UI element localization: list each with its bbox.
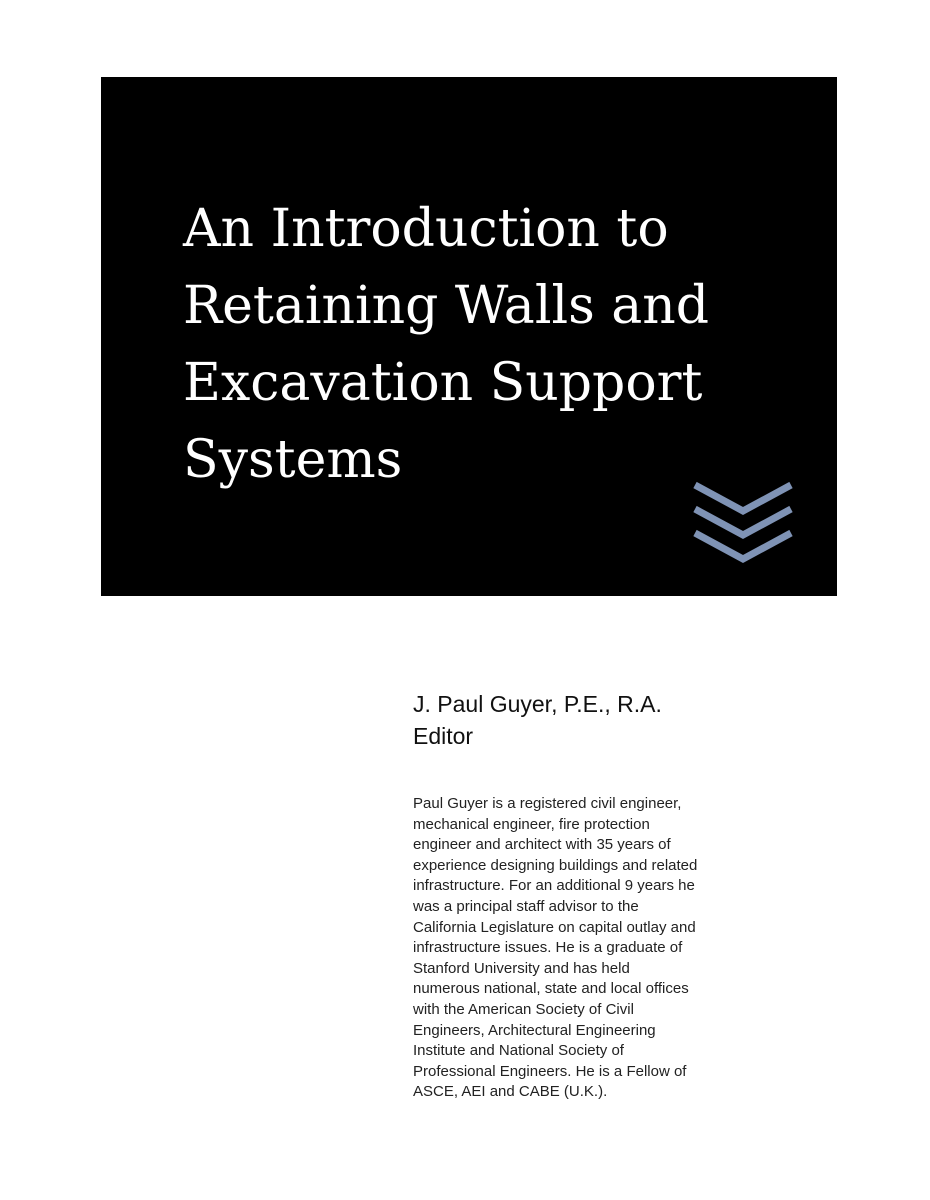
bio-line: California Legislature on capital outlay and <box>413 918 696 936</box>
bio-line: Engineers, Architectural Engineering <box>413 1021 656 1039</box>
bio-line: infrastructure. For an additional 9 years he <box>413 877 695 895</box>
bio-line: infrastructure issues. He is a graduate of <box>413 939 683 957</box>
bio-line: Professional Engineers. He is a Fellow of <box>413 1062 687 1080</box>
bio-line: with the American Society of Civil <box>413 1000 634 1018</box>
bio-line: numerous national, state and local offices <box>413 980 689 998</box>
title-line-2: Retaining Walls and <box>183 276 710 336</box>
bio-line: Stanford University and has held <box>413 959 630 977</box>
triple-chevron-down-icon <box>691 477 795 565</box>
bio-line: ASCE, AEI and CABE (U.K.). <box>413 1083 608 1101</box>
title-line-3: Excavation Support <box>183 353 703 413</box>
author-role: Editor <box>413 723 474 749</box>
bio-line: Paul Guyer is a registered civil engineer, <box>413 795 682 812</box>
bio-line: experience designing buildings and related <box>413 856 698 874</box>
author-bio <box>413 794 833 1103</box>
bio-line: was a principal staff advisor to the <box>413 897 639 915</box>
author-name: J. Paul Guyer, P.E., R.A. <box>413 691 662 717</box>
title-panel <box>101 77 837 596</box>
book-title <box>183 191 813 499</box>
bio-line: mechanical engineer, fire protection <box>413 815 650 833</box>
title-line-4: Systems <box>183 430 403 490</box>
bio-line: engineer and architect with 35 years of <box>413 836 671 854</box>
author-section <box>413 688 833 1103</box>
title-line-1: An Introduction to <box>183 199 669 259</box>
bio-line: Institute and National Society of <box>413 1042 624 1060</box>
